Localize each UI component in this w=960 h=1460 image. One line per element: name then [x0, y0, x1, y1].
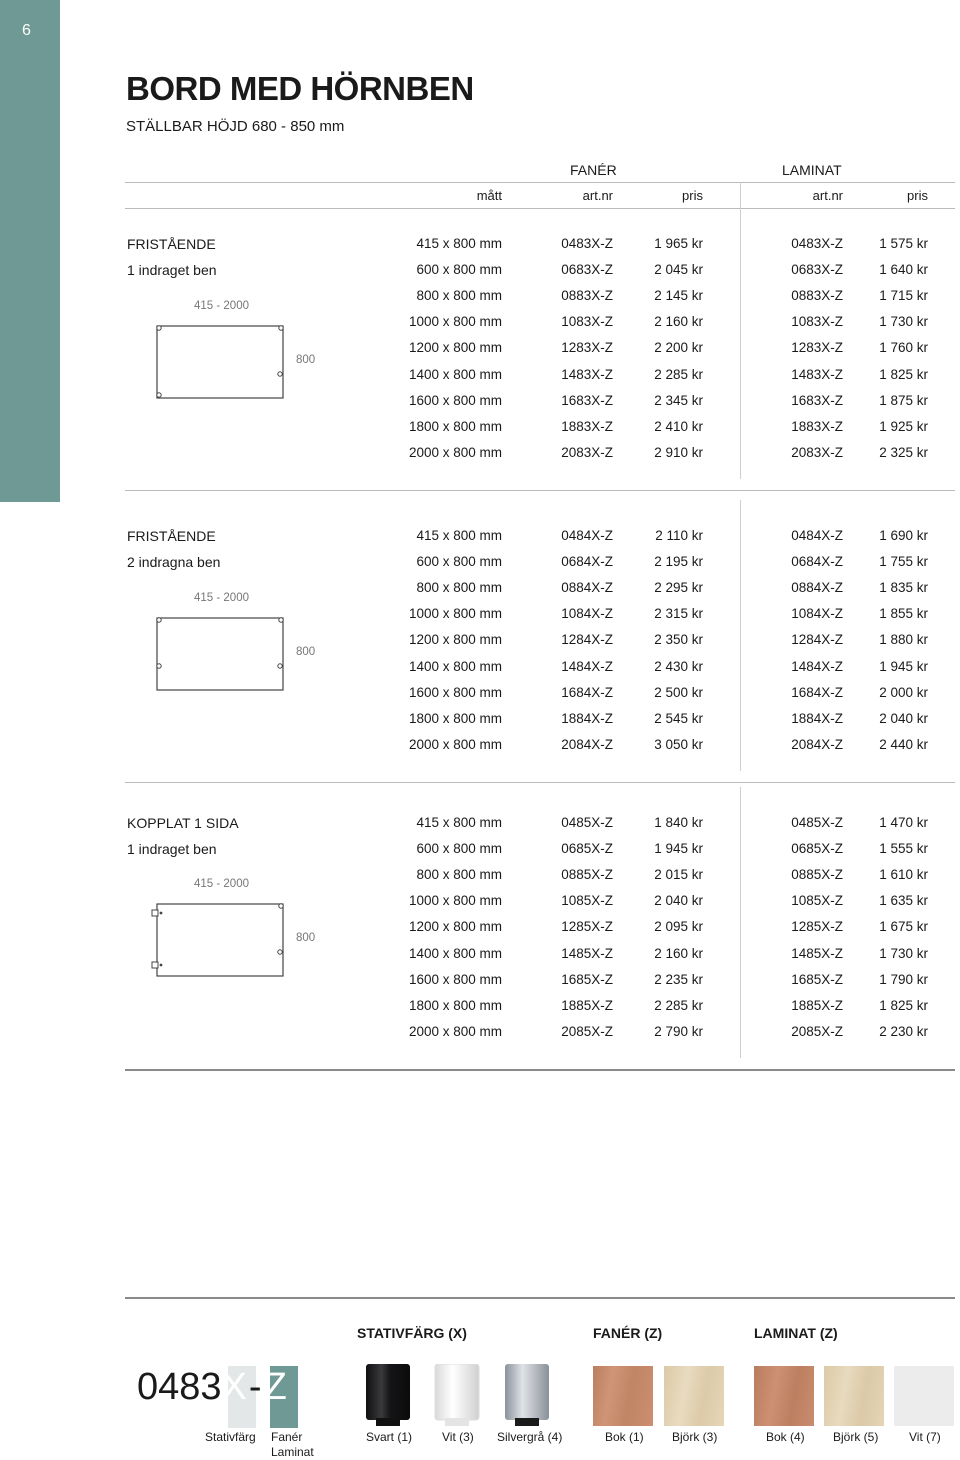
- faner-artnr-cell: 1683X-Z: [561, 392, 613, 408]
- code-z: Z: [263, 1366, 287, 1408]
- laminat-price-cell: 2 000 kr: [879, 684, 928, 700]
- laminat-price-cell: 1 715 kr: [879, 288, 928, 304]
- laminat-artnr-cell: 1485X-Z: [791, 945, 843, 961]
- faner-artnr-cell: 0483X-Z: [561, 236, 613, 251]
- depth-label: 800: [296, 932, 316, 944]
- laminat-price-cell: 2 040 kr: [879, 710, 928, 726]
- laminat-price-cell: 1 790 kr: [879, 971, 928, 987]
- table-outline-icon: [125, 296, 335, 426]
- faner-price-cell: 2 095 kr: [654, 919, 703, 935]
- faner-artnr-cell: 2083X-Z: [561, 444, 613, 460]
- code-dash: -: [248, 1366, 262, 1408]
- laminat-price-cell: 2 230 kr: [879, 1023, 928, 1039]
- size-cell: 415 x 800 mm: [416, 528, 502, 543]
- laminat-price-cell: 1 825 kr: [879, 997, 928, 1013]
- section-title: KOPPLAT 1 SIDA: [127, 815, 239, 831]
- size-cell: 1400 x 800 mm: [408, 945, 502, 961]
- page-subtitle: STÄLLBAR HÖJD 680 - 850 mm: [126, 118, 345, 135]
- faner-artnr-cell: 1283X-Z: [561, 340, 613, 356]
- legend-laminat-bok: Bok (4): [766, 1430, 805, 1444]
- size-cell: 1000 x 800 mm: [408, 893, 502, 909]
- size-cell: 800 x 800 mm: [416, 580, 502, 596]
- faner-bok-swatch[interactable]: [593, 1366, 653, 1426]
- header-stativfarg: STATIVFÄRG (X): [357, 1325, 467, 1341]
- col-artnr-faner: art.nr: [582, 188, 613, 203]
- laminat-price-cell: 1 555 kr: [879, 841, 928, 857]
- faner-price-cell: 2 045 kr: [654, 262, 703, 278]
- legend-silvergra: Silvergrå (4): [497, 1430, 563, 1444]
- faner-price-cell: 2 285 kr: [654, 366, 703, 382]
- legend-laminat: Laminat: [271, 1445, 314, 1459]
- laminat-price-cell: 2 440 kr: [879, 736, 928, 752]
- faner-price-cell: 1 840 kr: [654, 815, 703, 830]
- faner-artnr-cell: 1884X-Z: [561, 710, 613, 726]
- faner-artnr-cell: 0684X-Z: [561, 554, 613, 570]
- size-cell: 600 x 800 mm: [416, 262, 502, 278]
- section-subtitle: 2 indragna ben: [127, 554, 221, 571]
- laminat-price-cell: 1 760 kr: [879, 340, 928, 356]
- faner-artnr-cell: 0884X-Z: [561, 580, 613, 596]
- faner-artnr-cell: 1483X-Z: [561, 366, 613, 382]
- size-cell: 1200 x 800 mm: [408, 632, 502, 648]
- laminat-price-cell: 1 610 kr: [879, 867, 928, 883]
- laminat-price-cell: 1 875 kr: [879, 392, 928, 408]
- size-cell: 800 x 800 mm: [416, 867, 502, 883]
- laminat-price-cell: 1 575 kr: [879, 236, 928, 251]
- section-title: FRISTÅENDE: [127, 528, 216, 544]
- size-cell: 1800 x 800 mm: [408, 418, 502, 434]
- faner-artnr-cell: 1284X-Z: [561, 632, 613, 648]
- laminat-artnr-cell: 1483X-Z: [791, 366, 843, 382]
- laminat-price-cell: 1 690 kr: [879, 528, 928, 543]
- laminat-artnr-cell: 0685X-Z: [791, 841, 843, 857]
- laminat-bjork-swatch[interactable]: [824, 1366, 884, 1426]
- laminat-artnr-cell: 1883X-Z: [791, 418, 843, 434]
- laminat-price-cell: 1 730 kr: [879, 945, 928, 961]
- laminat-artnr-cell: 1685X-Z: [791, 971, 843, 987]
- size-cell: 1000 x 800 mm: [408, 314, 502, 330]
- size-cell: 1600 x 800 mm: [408, 392, 502, 408]
- group-faner: FANÉR: [570, 162, 617, 178]
- faner-artnr-cell: 1084X-Z: [561, 606, 613, 622]
- laminat-price-cell: 1 470 kr: [879, 815, 928, 830]
- section-divider: [125, 1069, 955, 1071]
- faner-artnr-cell: 0485X-Z: [561, 815, 613, 830]
- faner-price-cell: 2 110 kr: [655, 528, 703, 543]
- header-laminat: LAMINAT (Z): [754, 1325, 838, 1341]
- stativ-silver-swatch[interactable]: [503, 1364, 551, 1428]
- legend-faner-bok: Bok (1): [605, 1430, 644, 1444]
- table-outline-icon: [125, 874, 335, 1004]
- section-title: FRISTÅENDE: [127, 236, 216, 252]
- legend-faner-bjork: Björk (3): [672, 1430, 718, 1444]
- laminat-artnr-cell: 1884X-Z: [791, 710, 843, 726]
- faner-price-cell: 2 200 kr: [654, 340, 703, 356]
- legend-vit: Vit (3): [442, 1430, 474, 1444]
- faner-price-cell: 2 295 kr: [654, 580, 703, 596]
- size-cell: 600 x 800 mm: [416, 554, 502, 570]
- size-cell: 1800 x 800 mm: [408, 710, 502, 726]
- laminat-price-cell: 2 325 kr: [879, 444, 928, 460]
- faner-price-cell: 2 545 kr: [654, 710, 703, 726]
- laminat-artnr-cell: 0883X-Z: [791, 288, 843, 304]
- legend-faner: Fanér: [271, 1430, 303, 1444]
- column-divider: [740, 182, 741, 208]
- faner-artnr-cell: 0484X-Z: [561, 528, 613, 543]
- table-diagram-coupled: [125, 874, 335, 1004]
- laminat-artnr-cell: 2083X-Z: [791, 444, 843, 460]
- faner-artnr-cell: 1083X-Z: [561, 314, 613, 330]
- faner-price-cell: 2 500 kr: [654, 684, 703, 700]
- divider: [125, 208, 955, 209]
- section-subtitle: 1 indraget ben: [127, 262, 217, 279]
- faner-artnr-cell: 0883X-Z: [561, 288, 613, 304]
- faner-artnr-cell: 0685X-Z: [561, 841, 613, 857]
- faner-artnr-cell: 1685X-Z: [561, 971, 613, 987]
- laminat-artnr-cell: 0483X-Z: [791, 236, 843, 251]
- faner-price-cell: 2 040 kr: [654, 893, 703, 909]
- column-divider: [740, 787, 741, 1058]
- group-laminat: LAMINAT: [782, 162, 842, 178]
- size-cell: 415 x 800 mm: [416, 236, 502, 251]
- laminat-artnr-cell: 1284X-Z: [791, 632, 843, 648]
- divider: [125, 182, 955, 183]
- faner-artnr-cell: 0885X-Z: [561, 867, 613, 883]
- faner-price-cell: 2 790 kr: [654, 1023, 703, 1039]
- laminat-price-cell: 1 925 kr: [879, 418, 928, 434]
- code-base: 0483: [137, 1366, 222, 1408]
- size-cell: 2000 x 800 mm: [408, 444, 502, 460]
- column-divider: [740, 500, 741, 771]
- laminat-artnr-cell: 0684X-Z: [791, 554, 843, 570]
- faner-price-cell: 2 910 kr: [654, 444, 703, 460]
- legend-svart: Svart (1): [366, 1430, 413, 1444]
- size-cell: 1000 x 800 mm: [408, 606, 502, 622]
- faner-artnr-cell: 1485X-Z: [561, 945, 613, 961]
- laminat-price-cell: 1 835 kr: [879, 580, 928, 596]
- laminat-price-cell: 1 640 kr: [879, 262, 928, 278]
- faner-artnr-cell: 1684X-Z: [561, 684, 613, 700]
- faner-artnr-cell: 1484X-Z: [561, 658, 613, 674]
- stativ-white-swatch[interactable]: [433, 1364, 481, 1428]
- size-cell: 1800 x 800 mm: [408, 997, 502, 1013]
- size-cell: 800 x 800 mm: [416, 288, 502, 304]
- laminat-price-cell: 1 635 kr: [879, 893, 928, 909]
- faner-price-cell: 2 160 kr: [654, 314, 703, 330]
- size-cell: 1600 x 800 mm: [408, 684, 502, 700]
- faner-price-cell: 3 050 kr: [654, 736, 703, 752]
- legend-faner-laminat: [271, 1430, 314, 1460]
- table-diagram-freestanding-1: [125, 296, 335, 426]
- laminat-price-cell: 1 675 kr: [879, 919, 928, 935]
- laminat-artnr-cell: 1285X-Z: [791, 919, 843, 935]
- faner-price-cell: 2 235 kr: [654, 971, 703, 987]
- laminat-vit-swatch[interactable]: [894, 1366, 954, 1426]
- faner-price-cell: 2 195 kr: [654, 554, 703, 570]
- laminat-artnr-cell: 2084X-Z: [791, 736, 843, 752]
- laminat-artnr-cell: 1484X-Z: [791, 658, 843, 674]
- laminat-price-cell: 1 855 kr: [879, 606, 928, 622]
- depth-label: 800: [296, 646, 316, 658]
- size-cell: 415 x 800 mm: [416, 815, 502, 830]
- laminat-artnr-cell: 1885X-Z: [791, 997, 843, 1013]
- faner-price-cell: 2 430 kr: [654, 658, 703, 674]
- laminat-artnr-cell: 0683X-Z: [791, 262, 843, 278]
- laminat-price-cell: 1 730 kr: [879, 314, 928, 330]
- faner-price-cell: 1 945 kr: [654, 841, 703, 857]
- legend-laminat-vit: Vit (7): [909, 1430, 941, 1444]
- table-diagram-freestanding-2: [125, 588, 335, 718]
- laminat-artnr-cell: 1683X-Z: [791, 392, 843, 408]
- faner-artnr-cell: 2085X-Z: [561, 1023, 613, 1039]
- faner-price-cell: 2 015 kr: [654, 867, 703, 883]
- faner-price-cell: 2 160 kr: [654, 945, 703, 961]
- section-divider: [125, 490, 955, 491]
- size-cell: 1200 x 800 mm: [408, 340, 502, 356]
- column-divider: [740, 208, 741, 479]
- laminat-artnr-cell: 0884X-Z: [791, 580, 843, 596]
- page-number: 6: [22, 22, 31, 39]
- laminat-artnr-cell: 2085X-Z: [791, 1023, 843, 1039]
- faner-artnr-cell: 0683X-Z: [561, 262, 613, 278]
- size-cell: 1600 x 800 mm: [408, 971, 502, 987]
- width-label: 415 - 2000: [194, 592, 249, 604]
- laminat-artnr-cell: 1083X-Z: [791, 314, 843, 330]
- col-pris-laminat: pris: [907, 188, 928, 203]
- faner-artnr-cell: 1085X-Z: [561, 893, 613, 909]
- faner-price-cell: 2 410 kr: [654, 418, 703, 434]
- laminat-price-cell: 1 945 kr: [879, 658, 928, 674]
- faner-price-cell: 2 345 kr: [654, 392, 703, 408]
- col-artnr-laminat: art.nr: [812, 188, 843, 203]
- faner-artnr-cell: 1885X-Z: [561, 997, 613, 1013]
- width-label: 415 - 2000: [194, 878, 249, 890]
- laminat-artnr-cell: 0885X-Z: [791, 867, 843, 883]
- faner-bjork-swatch[interactable]: [664, 1366, 724, 1426]
- laminat-price-cell: 1 880 kr: [879, 632, 928, 648]
- col-matt: mått: [476, 188, 502, 203]
- footer-divider: [125, 1297, 955, 1299]
- stativ-black-swatch[interactable]: [364, 1364, 412, 1428]
- legend-stativfarg: Stativfärg: [205, 1430, 256, 1444]
- faner-price-cell: 2 315 kr: [654, 606, 703, 622]
- faner-price-cell: 2 145 kr: [654, 288, 703, 304]
- size-cell: 600 x 800 mm: [416, 841, 502, 857]
- laminat-price-cell: 1 825 kr: [879, 366, 928, 382]
- size-cell: 1400 x 800 mm: [408, 658, 502, 674]
- example-article-code: [137, 1366, 287, 1428]
- faner-price-cell: 1 965 kr: [654, 236, 703, 251]
- faner-artnr-cell: 1883X-Z: [561, 418, 613, 434]
- size-cell: 2000 x 800 mm: [408, 736, 502, 752]
- header-faner: FANÉR (Z): [593, 1325, 663, 1341]
- faner-artnr-cell: 2084X-Z: [561, 736, 613, 752]
- laminat-artnr-cell: 0484X-Z: [791, 528, 843, 543]
- size-cell: 2000 x 800 mm: [408, 1023, 502, 1039]
- size-cell: 1400 x 800 mm: [408, 366, 502, 382]
- legend-laminat-bjork: Björk (5): [833, 1430, 879, 1444]
- page-title: BORD MED HÖRNBEN: [126, 70, 474, 107]
- size-cell: 1200 x 800 mm: [408, 919, 502, 935]
- section-divider: [125, 782, 955, 783]
- laminat-artnr-cell: 1283X-Z: [791, 340, 843, 356]
- depth-label: 800: [296, 354, 316, 366]
- table-outline-icon: [125, 588, 335, 718]
- laminat-artnr-cell: 1084X-Z: [791, 606, 843, 622]
- side-bar: [0, 0, 60, 502]
- faner-price-cell: 2 285 kr: [654, 997, 703, 1013]
- section-subtitle: 1 indraget ben: [127, 841, 217, 858]
- faner-artnr-cell: 1285X-Z: [561, 919, 613, 935]
- code-x: X: [221, 1366, 247, 1408]
- col-pris-faner: pris: [682, 188, 703, 203]
- laminat-artnr-cell: 0485X-Z: [791, 815, 843, 830]
- laminat-artnr-cell: 1684X-Z: [791, 684, 843, 700]
- width-label: 415 - 2000: [194, 300, 249, 312]
- laminat-price-cell: 1 755 kr: [879, 554, 928, 570]
- laminat-artnr-cell: 1085X-Z: [791, 893, 843, 909]
- faner-price-cell: 2 350 kr: [654, 632, 703, 648]
- laminat-bok-swatch[interactable]: [754, 1366, 814, 1426]
